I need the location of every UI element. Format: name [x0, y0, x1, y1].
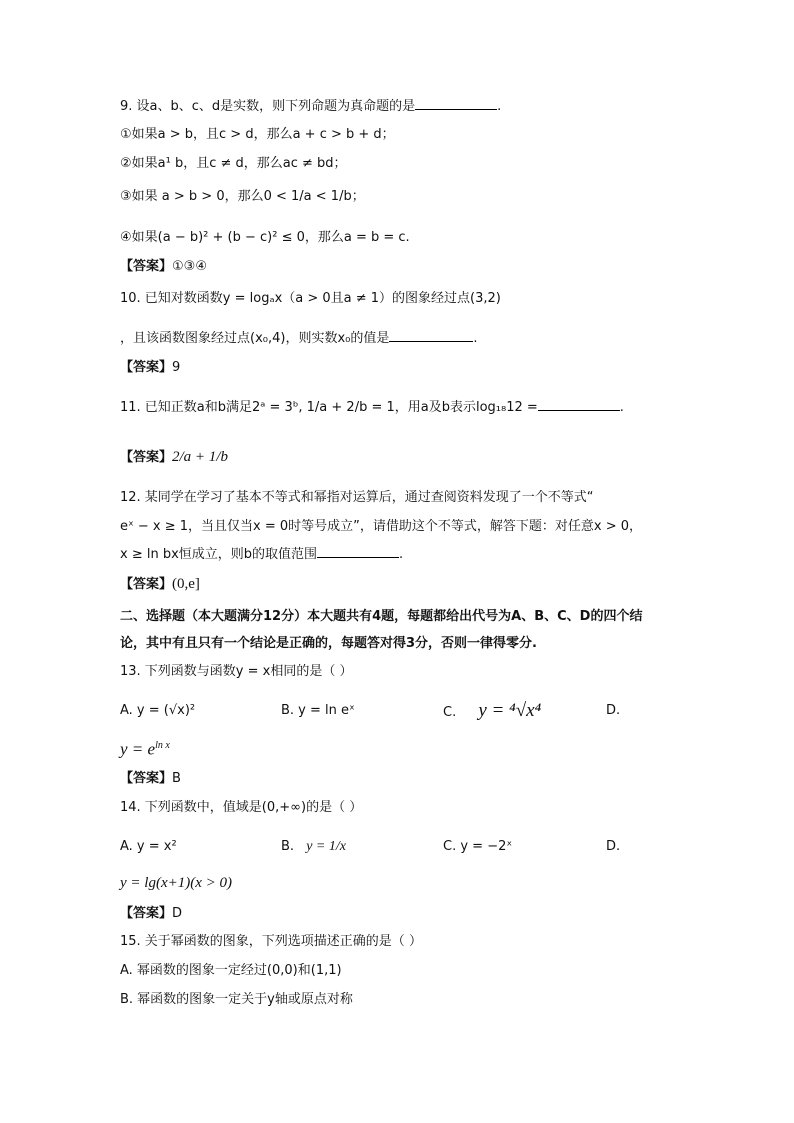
q14-answer-value: D: [172, 906, 183, 921]
q9-item-3-text: ③如果 a > b > 0，那么0 < 1/a < 1/b；: [120, 189, 365, 204]
q13-option-c-formula: y = ⁴√x⁴: [478, 700, 542, 721]
q14-option-d: D.: [606, 839, 621, 854]
q12-answer: [120, 575, 200, 594]
q14-option-b-formula: y = 1/x: [306, 839, 346, 854]
q9-answer-value: ①③④: [172, 259, 207, 274]
q12-answer-value: (0,e]: [172, 576, 200, 592]
q11-answer-value: 2/a + 1/b: [172, 449, 228, 465]
q14-option-a: A. y = x²: [120, 839, 177, 854]
q11-stem: 11. 已知正数a和b满足2ᵃ = 3ᵇ, 1/a + 2/b = 1，用a及b表示log₁₈12 = .: [120, 400, 624, 415]
q11-stem-text: 11. 已知正数a和b满足2ᵃ = 3ᵇ, 1/a + 2/b = 1，用a及b表示log₁₈12 =: [120, 400, 538, 415]
q10-line-2-text: ，且该函数图象经过点(x₀,4)，则实数x₀的值是: [120, 331, 390, 346]
q13-option-d: D.: [606, 703, 621, 718]
answer-label: 【答案】: [120, 259, 173, 274]
q14-stem: 14. 下列函数中，值域是(0,+∞)的是（ ）: [120, 800, 363, 815]
q10-answer-value: 9: [172, 360, 181, 375]
q9-item-2: ②如果a¹ b，且c ≠ d，那么ac ≠ bd；: [120, 156, 347, 171]
q14-answer: [120, 905, 182, 923]
q14-option-b: [281, 838, 346, 856]
q12-line-3-text: x ≥ ln bx恒成立，则b的取值范围: [120, 547, 318, 562]
q9-answer: [120, 258, 207, 276]
answer-label: 【答案】: [120, 577, 173, 592]
q10-answer-blank: [389, 329, 473, 342]
q10-answer: [120, 359, 180, 377]
q9-item-4: ④如果(a − b)² + (b − c)² ≤ 0，那么a = b = c.: [120, 230, 410, 245]
q15-option-b: B. 幂函数的图象一定关于y轴或原点对称: [120, 992, 353, 1007]
q11-answer-blank: [538, 398, 620, 411]
answer-label: 【答案】: [120, 360, 173, 375]
q9-answer-blank: [415, 97, 497, 110]
q13-option-d-base: y = e: [120, 739, 156, 759]
q11-answer: [120, 448, 228, 467]
q9-stem: 9. 设a、b、c、d是实数，则下列命题为真命题的是 .: [120, 99, 502, 114]
q13-option-d-formula: [120, 737, 170, 759]
q12-line-3: x ≥ ln bx恒成立，则b的取值范围 .: [120, 547, 404, 562]
q13-answer-value: B: [172, 771, 181, 786]
q13-option-b: B. y = ln eˣ: [281, 703, 355, 718]
q15-stem: 15. 关于幂函数的图象，下列选项描述正确的是（ ）: [120, 934, 422, 949]
q12-answer-blank: [317, 545, 399, 558]
q13-stem: 13. 下列函数与函数y = x相同的是（ ）: [120, 664, 353, 679]
q13-answer: [120, 770, 181, 788]
answer-label: 【答案】: [120, 771, 173, 786]
q10-line-2: ，且该函数图象经过点(x₀,4)，则实数x₀的值是 .: [120, 331, 478, 346]
q12-line-2: eˣ − x ≥ 1，当且仅当x = 0时等号成立”，请借助这个不等式，解答下题：对任意x > 0，: [120, 519, 643, 534]
q13-option-d-exp: ln x: [155, 740, 170, 751]
q13-option-a: A. y = (√x)²: [120, 703, 196, 718]
q13-option-c: [443, 702, 541, 722]
q9-item-3: [120, 188, 365, 206]
answer-label: 【答案】: [120, 450, 173, 465]
q13-option-c-label: C.: [443, 705, 457, 720]
q15-option-a: A. 幂函数的图象一定经过(0,0)和(1,1): [120, 963, 342, 978]
q9-item-1: ①如果a > b，且c > d，那么a + c > b + d；: [120, 127, 395, 142]
q14-option-b-label: B.: [281, 839, 295, 854]
section-2-line-1: 二、选择题（本大题满分12分）本大题共有4题，每题都给出代号为A、B、C、D的四个结: [120, 609, 643, 624]
q9-stem-text: 9. 设a、b、c、d是实数，则下列命题为真命题的是: [120, 99, 416, 114]
answer-label: 【答案】: [120, 906, 173, 921]
section-2-line-2: 论，其中有且只有一个结论是正确的，每题答对得3分，否则一律得零分.: [120, 636, 537, 651]
q14-option-d-formula: [120, 874, 232, 893]
q10-line-1: 10. 已知对数函数y = logₐx（a > 0且a ≠ 1）的图象经过点(3,2): [120, 291, 501, 306]
q12-line-1: 12. 某同学在学习了基本不等式和幂指对运算后，通过查阅资料发现了一个不等式“: [120, 490, 594, 505]
q14-option-d-formula-text: y = lg(x+1)(x > 0): [120, 875, 232, 891]
q14-option-c: C. y = −2ˣ: [443, 839, 513, 854]
